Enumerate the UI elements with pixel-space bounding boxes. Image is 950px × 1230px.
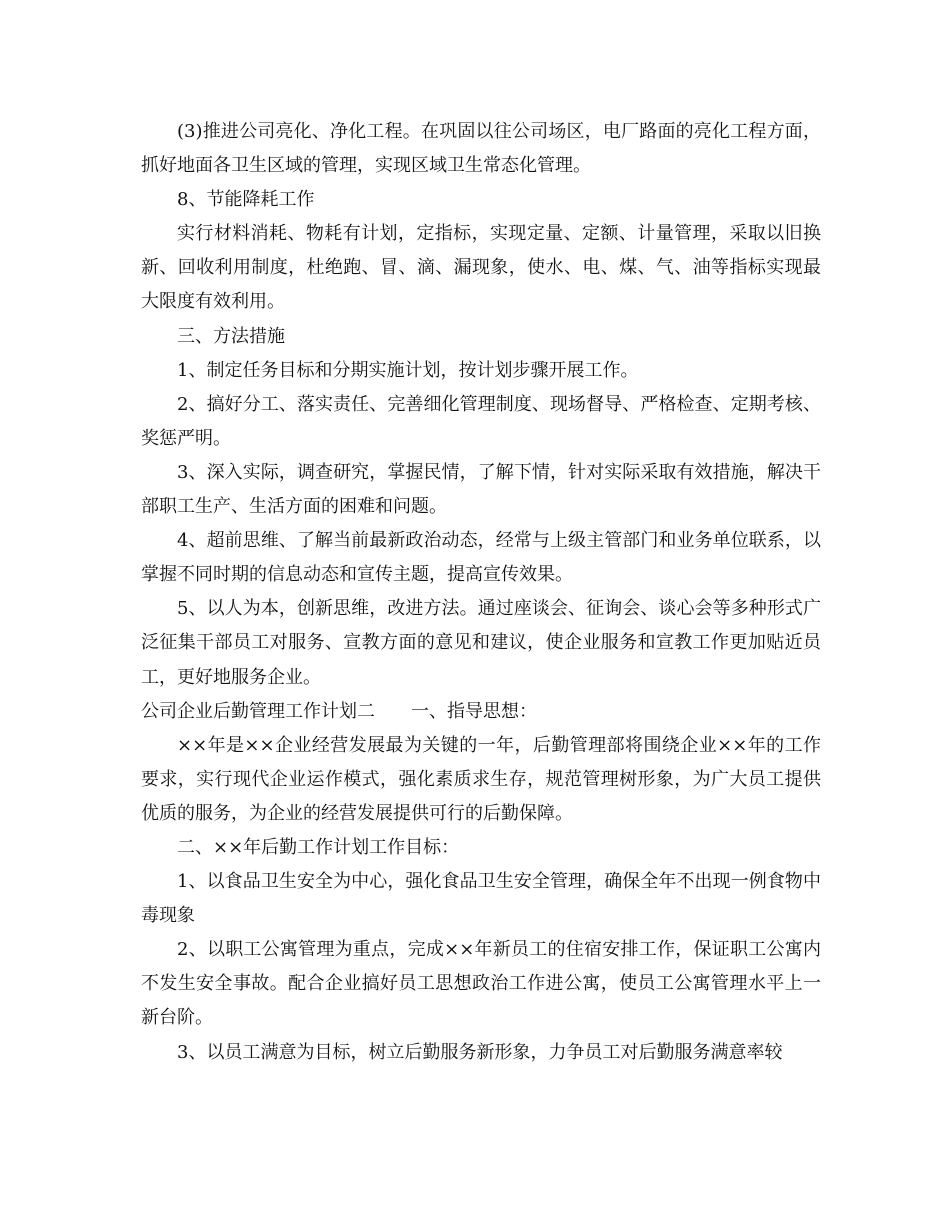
section-title-plan-two: 公司企业后勤管理工作计划二 一、指导思想： xyxy=(141,700,537,722)
list-item-3: 3、深入实际，调查研究，掌握民情，了解下情，针对实际采取有效措施，解决干部职工生产、生活方面的困难和问题。 xyxy=(141,461,821,518)
list-item-4: 4、超前思维、了解当前最新政治动态，经常与上级主管部门和业务单位联系，以掌握不同时期的信息动态和宣传主题，提高宣传效果。 xyxy=(141,530,821,586)
list-item-5: 5、以人为本，创新思维，改进方法。通过座谈会、征询会、谈心会等多种形式广泛征集干部员工对服务、宣教方面的意见和建议，使企业服务和宣教工作更加贴近员工，更好地服务企业。 xyxy=(141,598,821,688)
document-body xyxy=(141,115,821,1070)
goal-item-3: 3、以员工满意为目标，树立后勤服务新形象，力争员工对后勤服务满意率较 xyxy=(177,1041,783,1063)
list-item-2: 2、搞好分工、落实责任、完善细化管理制度、现场督导、严格检查、定期考核、奖惩严明。 xyxy=(141,393,821,449)
paragraph-3-beautification: (3)推进公司亮化、净化工程。在巩固以往公司场区，电厂路面的亮化工程方面，抓好地面各卫生区域的管理，实现区域卫生常态化管理。 xyxy=(141,121,821,177)
paragraph-material-consumption: 实行材料消耗、物耗有计划，定指标，实现定量、定额、计量管理，采取以旧换新、回收利用制度，杜绝跑、冒、滴、漏现象，使水、电、煤、气、油等指标实现最大限度有效利用。 xyxy=(141,223,821,313)
heading-work-goals: 二、××年后勤工作计划工作目标： xyxy=(177,836,460,858)
heading-energy-saving: 8、节能降耗工作 xyxy=(177,189,315,211)
list-item-1: 1、制定任务目标和分期实施计划，按计划步骤开展工作。 xyxy=(177,359,639,381)
goal-item-1: 1、以食品卫生安全为中心，强化食品卫生安全管理，确保全年不出现一例食物中毒现象 xyxy=(141,871,821,927)
goal-item-2: 2、以职工公寓管理为重点，完成××年新员工的住宿安排工作，保证职工公寓内不发生安全事故。配合企业搞好员工思想政治工作进公寓，使员工公寓管理水平上一新台阶。 xyxy=(141,939,821,1029)
paragraph-guiding-idea: ××年是××企业经营发展最为关键的一年，后勤管理部将围绕企业××年的工作要求，实行现代企业运作模式，强化素质求生存，规范管理树形象，为广大员工提供优质的服务，为企业的经营发展提供可行的后勤保障。 xyxy=(141,734,821,824)
heading-methods-measures: 三、方法措施 xyxy=(177,325,285,347)
